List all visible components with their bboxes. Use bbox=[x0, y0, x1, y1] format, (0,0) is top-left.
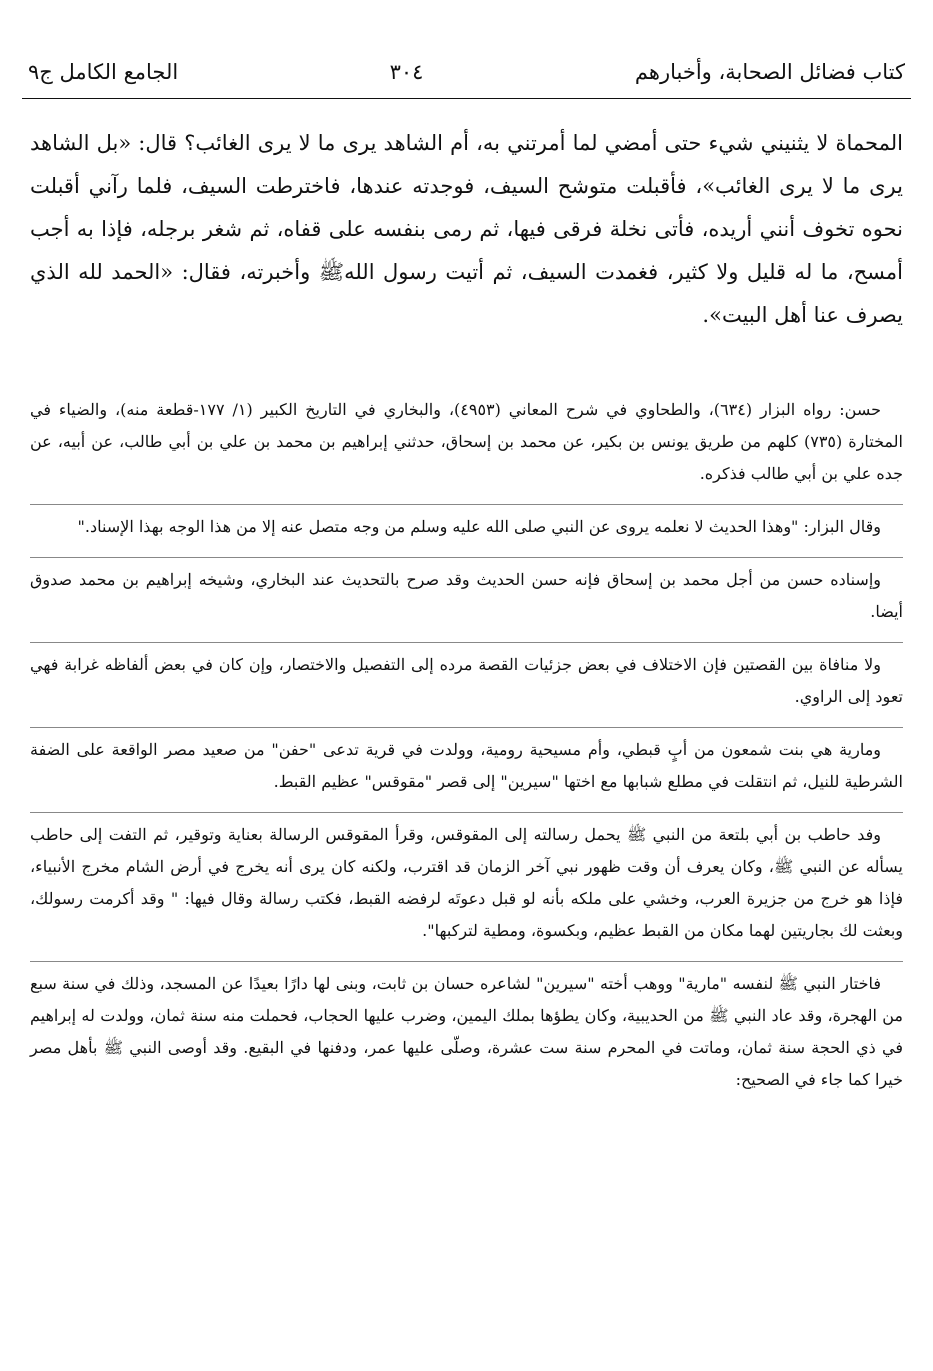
note-isnad: وإسناده حسن من أجل محمد بن إسحاق فإنه حسن الحديث وقد صرح بالتحديث عند البخاري، وشيخه إبراهيم بن محمد صدوق أيضا. bbox=[30, 557, 903, 628]
note-hatib-delegation: وفد حاطب بن أبي بلتعة من النبي ﷺ يحمل رسالته إلى المقوقس، وقرأ المقوقس الرسالة بعناية وتوقير، ثم التفت إلى حاطب يسأله عن النبي ﷺ، وكان يعرف أن وقت ظهور نبي آخر الزمان قد اقترب، ولكنه كان يرى أنه يخرج في أرض الشام مخرج الأنبياء، فإذا هو خرج من جزيرة العرب، وخشي على ملكه بأنه لو قبل دعوتَه لرفضه القبط، فكتب رسالة وقال فيها: " وقد أكرمت رسولك، وبعثت لك بجاريتين لهما مكان من القبط عظيم، وبكسوة، ومطية لتركبها". bbox=[30, 812, 903, 947]
note-mariya-marriage: فاختار النبي ﷺ لنفسه "مارية" ووهب أخته "سيرين" لشاعره حسان بن ثابت، وبنى لها دارًا بعيدًا عن المسجد، وذلك في سنة سبع من الهجرة، وقد عاد النبي ﷺ من الحديبية، وكان يطؤها بملك اليمين، وضرب عليها الحجاب، فحملت منه سنة ثمان، وولدت له إبراهيم في ذي الحجة سنة ثمان، وماتت في المحرم سنة ست عشرة، وصلّى عليها عمر، ودفنها في البقيع. وقد أوصى النبي ﷺ بأهل مصر خيرا كما جاء في الصحيح: bbox=[30, 961, 903, 1096]
main-paragraph: المحماة لا يثنيني شيء حتى أمضي لما أمرتني به، أم الشاهد يرى ما لا يرى الغائب؟ قال: «بل الشاهد يرى ما لا يرى الغائب»، فأقبلت متوشح السيف، فوجدته عندها، فاخترطت السيف، فلما رآني أقبلت نحوه تخوف أنني أريده، فأتى نخلة فرقى فيها، ثم رمى بنفسه على قفاه، ثم شغر برجله، فإذا به أجب أمسح، ما له قليل ولا كثير، فغمدت السيف، ثم أتيت رسول اللهﷺ وأخبرته، فقال: «الحمد لله الذي يصرف عنا أهل البيت». bbox=[30, 131, 903, 327]
header-divider bbox=[22, 98, 911, 99]
note-reconciliation: ولا منافاة بين القصتين فإن الاختلاف في بعض جزئيات القصة مرده إلى التفصيل والاختصار، وإن كان في بعض ألفاظه غرابة فهي تعود إلى الراوي. bbox=[30, 642, 903, 713]
note-mariya-origin: ومارية هي بنت شمعون من أبٍ قبطي، وأم مسيحية رومية، وولدت في قرية تدعى "حفن" من صعيد مصر الواقعة على الضفة الشرطية للنيل، ثم انتقلت في مطلع شبابها مع اختها "سيرين" إلى قصر "مقوقس" عظيم القبط. bbox=[30, 727, 903, 798]
page-header bbox=[28, 52, 905, 92]
commentary-notes bbox=[30, 392, 903, 1110]
chapter-title: كتاب فضائل الصحابة، وأخبارهم bbox=[634, 60, 905, 84]
note-grading: حسن: رواه البزار (٦٣٤)، والطحاوي في شرح المعاني (٤٩٥٣)، والبخاري في التاريخ الكبير (١/ ١٧٧-قطعة منه)، والضياء في المختارة (٧٣٥) كلهم من طريق يونس بن بكير، عن محمد بن إسحاق، حدثني إبراهيم بن محمد بن علي بن أبي طالب، عن أبيه، عن جده علي بن أبي طالب فذكره. bbox=[30, 400, 903, 483]
main-text bbox=[30, 122, 903, 337]
page-number: ٣٠٤ bbox=[389, 60, 424, 84]
book-title: الجامع الكامل ج٩ bbox=[28, 60, 179, 84]
note-bazzar: وقال البزار: "وهذا الحديث لا نعلمه يروى عن النبي صلى الله عليه وسلم من وجه متصل عنه إلا من هذا الوجه بهذا الإسناد." bbox=[30, 504, 903, 543]
